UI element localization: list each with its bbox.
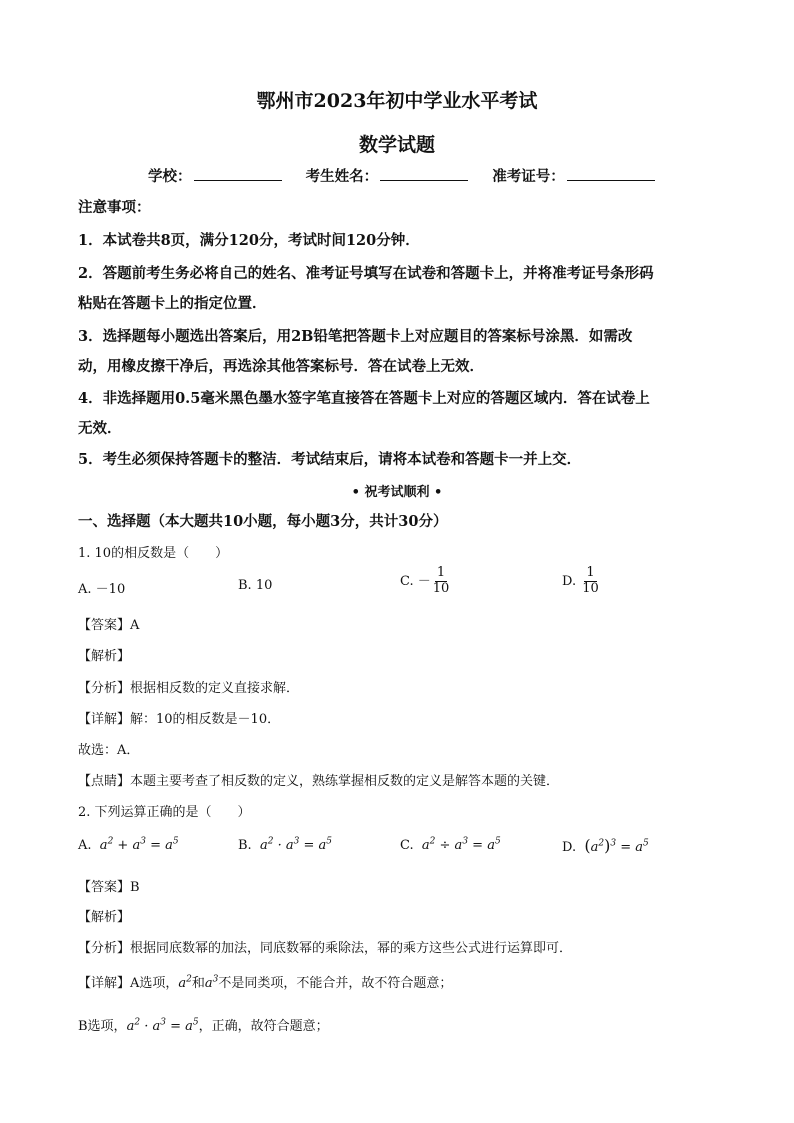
school-label: 学校： — [148, 168, 192, 185]
q2-answer: 【答案】B — [78, 880, 140, 895]
q2-option-d[interactable]: D. $(a^2)^3 = a^5$ — [562, 836, 649, 855]
q1-answer: 【答案】A — [78, 618, 140, 633]
q1-fenxi: 【分析】根据相反数的定义直接求解． — [78, 681, 300, 696]
q1-option-a[interactable]: A. －10 — [78, 582, 126, 597]
notice-item-4b: 无效． — [78, 420, 122, 437]
q2-analysis-tag: 【解析】 — [78, 910, 131, 925]
q2-fenxi: 【分析】根据同底数幂的加法，同底数幂的乘除法，幂的乘方这些公式进行运算即可． — [78, 941, 573, 956]
q1-option-b[interactable]: B. 10 — [238, 578, 273, 593]
notice-item-4: 4．非选择题用0.5毫米黑色墨水签字笔直接答在答题卡上对应的答题区域内．答在试卷上 — [78, 390, 650, 407]
fraction: $\frac{1}{10}$ — [432, 565, 450, 596]
q2-option-b-explain: B选项，$a^2 \cdot a^3 = a^5$，正确，故符合题意； — [78, 1017, 329, 1034]
exam-title: 鄂州市2023年初中学业水平考试 — [256, 90, 538, 112]
notice-item-3: 3．选择题每小题选出答案后，用2B铅笔把答题卡上对应题目的答案标号涂黑．如需改 — [78, 328, 633, 345]
q2-stem: 2. 下列运算正确的是（ ） — [78, 805, 251, 820]
notice-item-2b: 粘贴在答题卡上的指定位置． — [78, 295, 267, 312]
q1-dianjing: 【点睛】本题主要考查了相反数的定义，熟练掌握相反数的定义是解答本题的关键． — [78, 774, 560, 789]
info-row — [148, 165, 655, 186]
notice-item-2: 2．答题前考生务必将自己的姓名、准考证号填写在试卷和答题卡上，并将准考证号条形码 — [78, 265, 654, 282]
formula: $a^2 + a^3 = a^5$ — [99, 836, 179, 853]
formula: $a^2$ — [178, 974, 192, 991]
q2-option-a[interactable]: A. $a^2 + a^3 = a^5$ — [78, 836, 179, 853]
q1-guxuan: 故选：A． — [78, 743, 140, 758]
fraction: $\frac{1}{10}$ — [582, 565, 599, 596]
exam-subtitle: 数学试题 — [358, 134, 435, 156]
q1-xiangjie: 【详解】解：10的相反数是－10． — [78, 712, 281, 727]
q1-option-c[interactable]: C. － $\frac{1}{10}$ — [400, 565, 450, 596]
q1-analysis-tag: 【解析】 — [78, 649, 131, 664]
notice-item-5: 5．考生必须保持答题卡的整洁．考试结束后，请将本试卷和答题卡一并上交． — [78, 451, 582, 468]
notice-item-3b: 动，用橡皮擦干净后，再选涂其他答案标号．答在试卷上无效． — [78, 358, 484, 375]
good-luck: • 祝考试顺利 • — [351, 485, 443, 500]
q1-stem: 1. 10的相反数是（ ） — [78, 546, 229, 561]
q1-option-d[interactable]: D. $\frac{1}{10}$ — [562, 565, 599, 596]
name-blank[interactable] — [380, 166, 468, 181]
notice-item-1: 1．本试卷共8页，满分120分，考试时间120分钟． — [78, 232, 420, 249]
q2-xiangjie: 【详解】A选项，$a^2$和$a^3$不是同类项，不能合并，故不符合题意； — [78, 974, 453, 991]
formula: $(a^2)^3 = a^5$ — [584, 836, 649, 855]
notice-heading: 注意事项： — [78, 199, 151, 216]
school-blank[interactable] — [194, 166, 282, 181]
q2-option-b[interactable]: B. $a^2 \cdot a^3 = a^5$ — [238, 836, 332, 853]
formula: $a^2 \cdot a^3 = a^5$ — [259, 836, 332, 853]
name-label: 考生姓名： — [305, 168, 379, 185]
id-blank[interactable] — [567, 166, 655, 181]
formula: $a^2 \cdot a^3 = a^5$ — [126, 1017, 199, 1034]
formula: $a^2 \div a^3 = a^5$ — [421, 836, 501, 853]
formula: $a^3$ — [204, 974, 219, 991]
id-label: 准考证号： — [492, 168, 565, 185]
q2-option-c[interactable]: C. $a^2 \div a^3 = a^5$ — [400, 836, 501, 853]
section-heading: 一、选择题（本大题共10小题，每小题3分，共计30分） — [78, 513, 448, 530]
